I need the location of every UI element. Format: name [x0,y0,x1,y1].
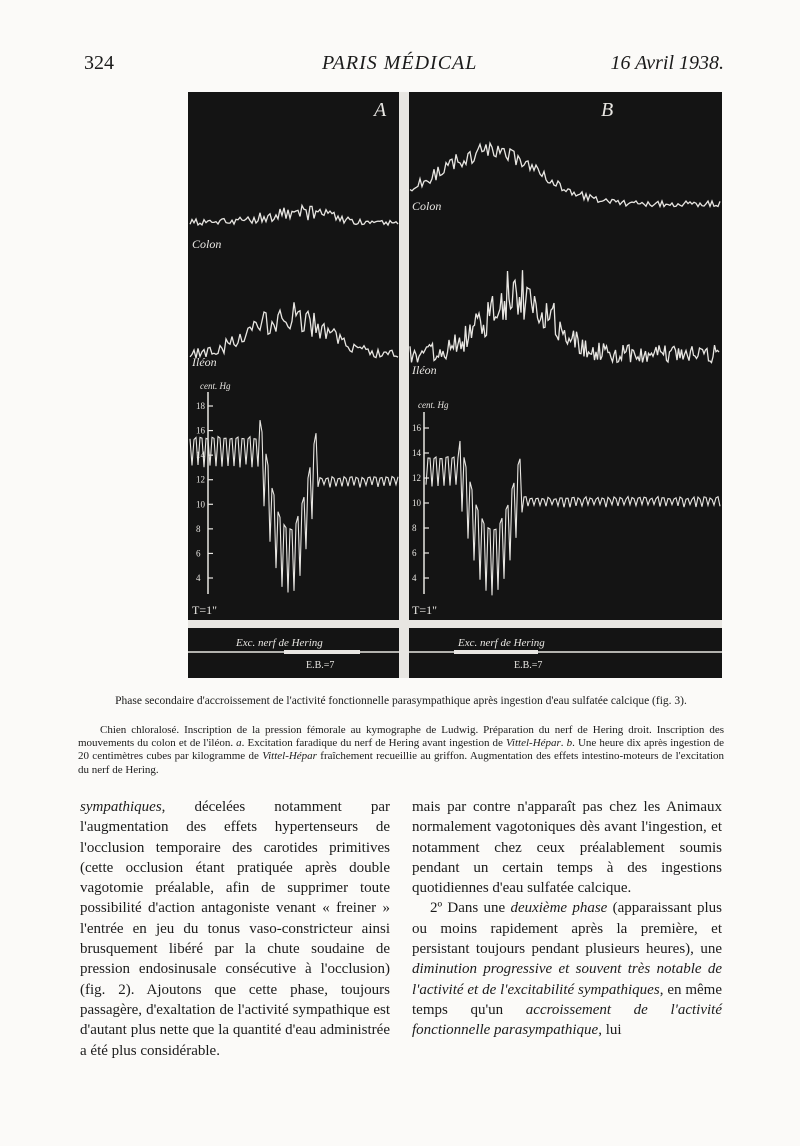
pressure-unit-b: cent. Hg [418,400,449,410]
ileon-label-b: Iléon [412,363,437,377]
tick-label: 4 [412,573,417,583]
paragraph: sympathiques, décelées notamment par l'augmentation des effets hypertenseurs de l'occlusion temporaire des carotides primitives (cette occlusion étant pratiquée après double vagotomie préalable, afin de supprimer toute possibilité d'action antagoniste venant « freiner » l'entrée en jeu du tonus vaso-constricteur ainsi brusquement libéré par la chute soudaine de pression endosinusale consécutive à l'occlusion) (fig. 2). Ajoutons que cette phase, toujours passagère, d'exaltation de l'activité sympathique est d'autant plus nette que la quantité d'eau administrée a été plus considérable. [80,799,390,1059]
tick-label: 8 [196,523,201,534]
panel-b-letter: B [601,99,614,121]
journal-title: PARIS MÉDICAL [322,52,478,74]
panel-a-letter: A [374,99,387,121]
paragraph: 2º Dans une deuxième phase (apparaissant plus ou moins rapidement après la première, et persistant toujours pendant plusieurs heures), une diminution progressive et souvent très notable de l'activité et de l'excitabilité sympathiques, en même temps qu'un accroissement de l'activité fonctionnelle parasympathique, lui [412,900,723,1039]
stim-code-a: E.B.=7 [306,660,335,671]
text-column-right [412,797,722,1041]
stim-label-b: Exc. nerf de Hering [458,637,545,649]
issue-date: 16 Avril 1938. [610,52,724,74]
colon-label-b: Colon [412,199,442,213]
tick-label: 14 [196,450,205,461]
tick-label: 14 [412,448,421,458]
stim-label-a: Exc. nerf de Hering [236,637,323,649]
tick-label: 10 [412,498,421,508]
time-label-b: T=1" [412,603,437,617]
page-header [84,52,724,78]
ileon-label-a: Iléon [192,355,217,369]
tick-label: 16 [412,423,421,433]
text-column-left [80,797,390,1061]
figure-caption-body: Chien chloralosé. Inscription de la pression fémorale au kymographe de Ludwig. Préparation du nerf de Hering droit. Inscription des mouvements du colon et de l'iléon. a. Excitation faradique du nerf de Hering avant ingestion de Vittel-Hépar. b. Une heure dix après ingestion de 20 centimètres cubes par kilogramme de Vittel-Hépar fraîchement recueillie au griffon. Augmentation des effets intestino-moteurs de l'excitation du nerf de Hering. [78,724,725,776]
tick-label: 10 [196,499,205,510]
paragraph: mais par contre n'apparaît pas chez les Animaux normalement vagotoniques dès avant l'ingestion, et notamment chez ceux préalablement soumis pendant un certain temps à des ingestions quotidiennes d'eau sulfatée calcique. [412,799,722,897]
kymograph-figure [188,92,722,678]
tick-label: 18 [196,401,205,411]
tick-label: 16 [196,425,205,436]
colon-label-a: Colon [192,237,222,251]
tick-label: 4 [196,573,201,583]
stim-code-b: E.B.=7 [514,660,543,671]
tick-label: 8 [412,523,417,533]
pressure-unit-a: cent. Hg [200,381,231,391]
figure-caption-title: Phase secondaire d'accroissement de l'activité fonctionnelle parasympathique après ingestion d'eau sulfatée calcique (fig. 3). [115,695,687,707]
time-label-a: T=1" [192,603,217,617]
kymograph-image [188,92,722,678]
page-number: 324 [84,52,114,74]
tick-label: 12 [196,474,205,485]
tick-label: 12 [412,473,421,483]
tick-label: 6 [412,548,417,558]
tick-label: 6 [196,548,201,559]
